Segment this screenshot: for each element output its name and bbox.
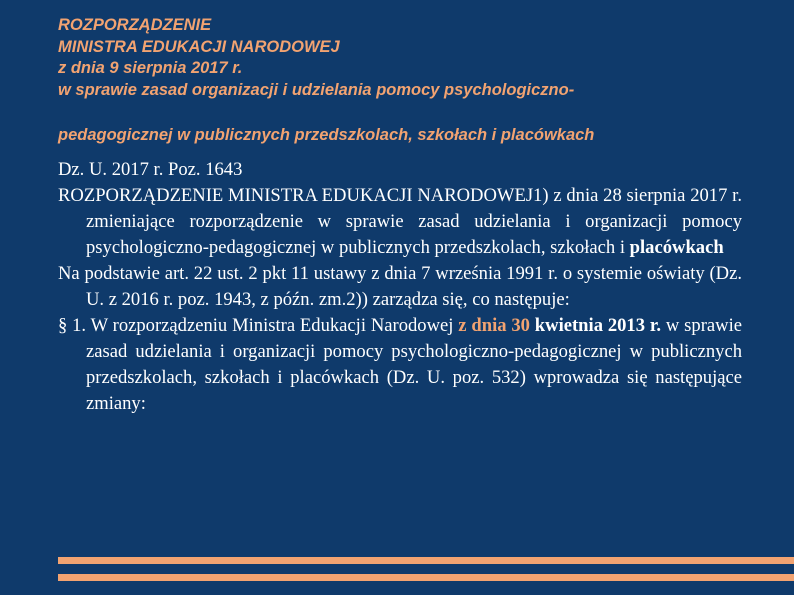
amendment-text: ROZPORZĄDZENIE MINISTRA EDUKACJI NARODOWEJ1) z dnia 28 sierpnia 2017 r. zmieniające rozporządzenie w sprawie zasad udzielania i organizacji pomocy psychologiczno-pedagogicznej w publicznych przedszkolach, szkołach i: [58, 185, 742, 258]
section-1-paragraph: [58, 313, 742, 417]
title-line-3: z dnia 9 sierpnia 2017 r.: [58, 59, 243, 77]
amendment-bold-end: placówkach: [629, 237, 724, 258]
title-line-2: MINISTRA EDUKACJI NARODOWEJ: [58, 37, 340, 56]
slide-title: [58, 15, 748, 147]
title-spacer: [58, 101, 748, 125]
footer-accent-bar-bottom: [58, 574, 794, 581]
slide-body: [58, 157, 742, 417]
legal-basis-paragraph: Na podstawie art. 22 ust. 2 pkt 11 ustawy z dnia 7 września 1991 r. o systemie oświaty (Dz. U. z 2016 r. poz. 1943, z późn. zm.2)) zarządza się, co następuje:: [58, 263, 742, 310]
section-1-date-white: kwietnia 2013 r.: [529, 315, 662, 336]
title-line-4: w sprawie zasad organizacji i udzielania pomocy psychologiczno-: [58, 80, 575, 99]
section-1-after: w sprawie zasad udzielania i organizacji pomocy psychologiczno-pedagogicznej w publicznych przedszkolach, szkołach i placówkach (Dz. U. poz. 532) wprowadza się następujące zmiany:: [86, 315, 742, 414]
section-1-date-accent: z dnia 30: [458, 315, 530, 336]
title-line-1: ROZPORZĄDZENIE: [58, 16, 212, 34]
title-line-5: pedagogicznej w publicznych przedszkolach, szkołach i placówkach: [58, 126, 595, 144]
footer-accent-bar-top: [58, 557, 794, 564]
section-1-before: § 1. W rozporządzeniu Ministra Edukacji Narodowej: [58, 315, 459, 336]
amendment-paragraph: [58, 183, 742, 261]
reference-line: Dz. U. 2017 r. Poz. 1643: [58, 159, 243, 180]
